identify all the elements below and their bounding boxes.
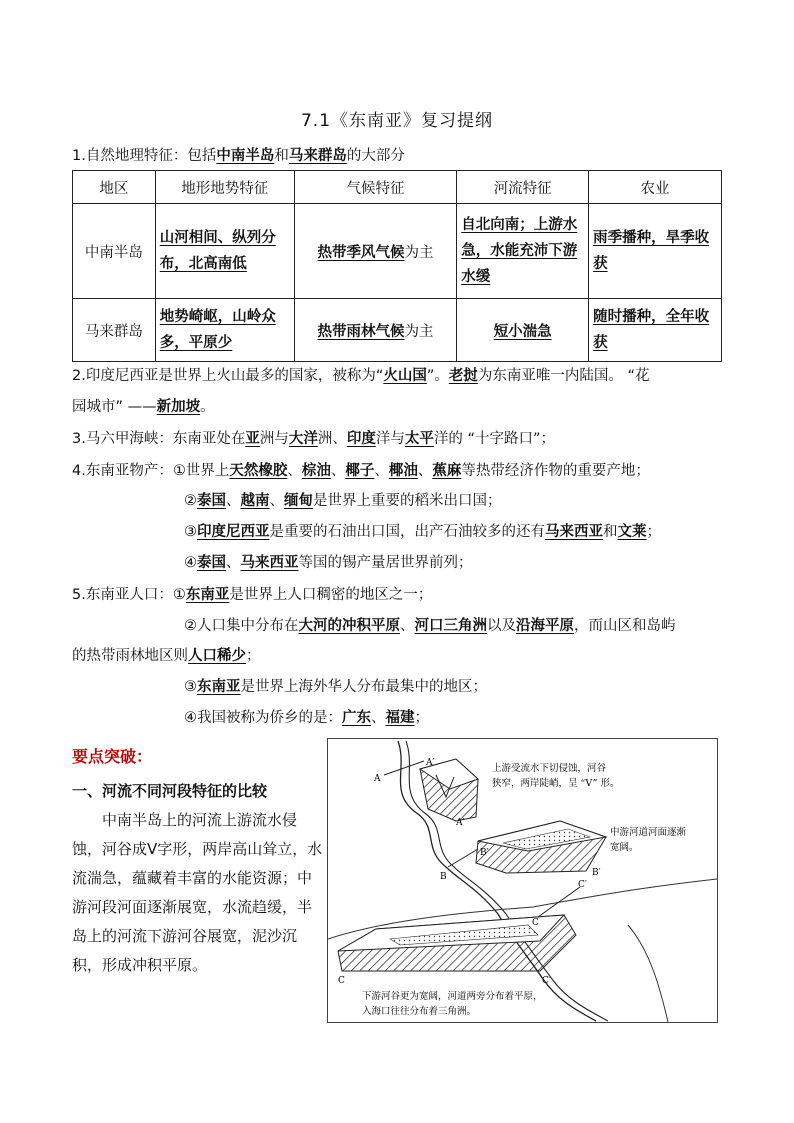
upper-note: 狭窄，两岸陡峭，呈 “V” 形。 (492, 778, 620, 789)
lower-note: 下游河谷更为宽阔，河道两旁分布着平原， (362, 991, 543, 1002)
label-A-prime: A′ (426, 758, 435, 768)
middle-note: 宽阔。 (610, 842, 639, 853)
geography-table (72, 170, 722, 362)
climate-cell: 热带季风气候为主 (294, 204, 457, 299)
upper-note: 上游受流水下切侵蚀，河谷 (492, 763, 607, 774)
river-cell: 自北向南；上游水急，水能充沛下游水缓 (457, 204, 589, 299)
river-paragraph: 中南半岛上的河流上游流水侵蚀，河谷成V字形，两岸高山耸立，水流湍急，蕴藏着丰富的水能资源；中游河段河面逐渐展宽，水流趋缓，半岛上的河流下游河谷展宽，泥沙沉积，形成冲积平原。 (72, 811, 323, 974)
label-C: C (532, 918, 539, 928)
table-header: 农业 (589, 171, 722, 204)
river-cell: 短小湍急 (457, 299, 589, 362)
agriculture-cell: 雨季播种，旱季收获 (589, 204, 722, 299)
section-4-line-4: ④泰国、马来西亚等国的锡产量居世界前列； (184, 555, 473, 571)
label-A-prime: A′ (456, 818, 465, 828)
coastline (628, 925, 668, 1022)
table-row (73, 299, 722, 362)
agriculture-cell: 随时播种，全年收获 (589, 299, 722, 362)
terrain-cell: 地势崎岖，山岭众多，平原少 (155, 299, 294, 362)
section-2-line-1: 2.印度尼西亚是世界上火山最多的国家，被称为“火山国”。老挝为东南亚唯一内陆国。 “花 (72, 368, 650, 384)
section-2-line-2: 园城市” ——新加坡。 (72, 399, 215, 415)
section-5-line-3: 的热带雨林地区则人口稀少； (72, 648, 261, 664)
subsection-heading: 一、河流不同河段特征的比较 (72, 782, 268, 800)
label-C-prime: C′ (578, 880, 587, 890)
section-1-line: 1.自然地理特征：包括中南半岛和马来群岛的大部分 (72, 148, 405, 164)
section-5-line-2: ②人口集中分布在大河的冲积平原、河口三角洲以及沿海平原，而山区和岛屿 (184, 618, 676, 634)
table-header: 地形地势特征 (155, 171, 294, 204)
region-cell: 中南半岛 (73, 204, 156, 299)
label-C-prime: C′ (542, 976, 551, 986)
key-points-heading: 要点突破： (72, 747, 153, 766)
terrain-cell: 山河相间、纵列分布，北高南低 (155, 204, 294, 299)
river-sections-figure (327, 738, 718, 1023)
section-4-line-3: ③印度尼西亚是重要的石油出口国，出产石油较多的还有马来西亚和文莱； (184, 524, 661, 540)
table-header: 河流特征 (457, 171, 589, 204)
table-header-row (73, 171, 722, 204)
label-B-prime: B′ (480, 848, 489, 858)
label-C: C (338, 976, 345, 986)
climate-cell: 热带雨林气候为主 (294, 299, 457, 362)
label-A: A (374, 774, 381, 784)
region-cell: 马来群岛 (73, 299, 156, 362)
section-5-line-5: ④我国被称为侨乡的是：广东、福建； (184, 710, 429, 726)
section-5-line-1: 5.东南亚人口：①东南亚是世界上人口稠密的地区之一； (72, 587, 433, 603)
table-header: 气候特征 (294, 171, 457, 204)
label-B-prime: B′ (592, 868, 601, 878)
table-row (73, 204, 722, 299)
section-5-line-4: ③东南亚是世界上海外华人分布最集中的地区； (184, 679, 487, 695)
middle-note: 中游河道河面逐渐 (610, 827, 687, 838)
lower-note: 入海口往往分布着三角洲。 (362, 1006, 477, 1017)
section-4-line-1: 4.东南亚物产：①世界上天然橡胶、棕油、椰子、椰油、蕉麻等热带经济作物的重要产地； (72, 463, 650, 479)
river-diagram (328, 739, 717, 1022)
page-title: 7.1《东南亚》复习提纲 (300, 111, 494, 131)
table-header: 地区 (73, 171, 156, 204)
label-B: B (440, 872, 447, 882)
section-3-line: 3.马六甲海峡：东南亚处在亚洲与大洋洲、印度洋与太平洋的 “十字路口”； (72, 431, 555, 447)
section-4-line-2: ②泰国、越南、缅甸是世界上重要的稻米出口国； (184, 493, 502, 509)
